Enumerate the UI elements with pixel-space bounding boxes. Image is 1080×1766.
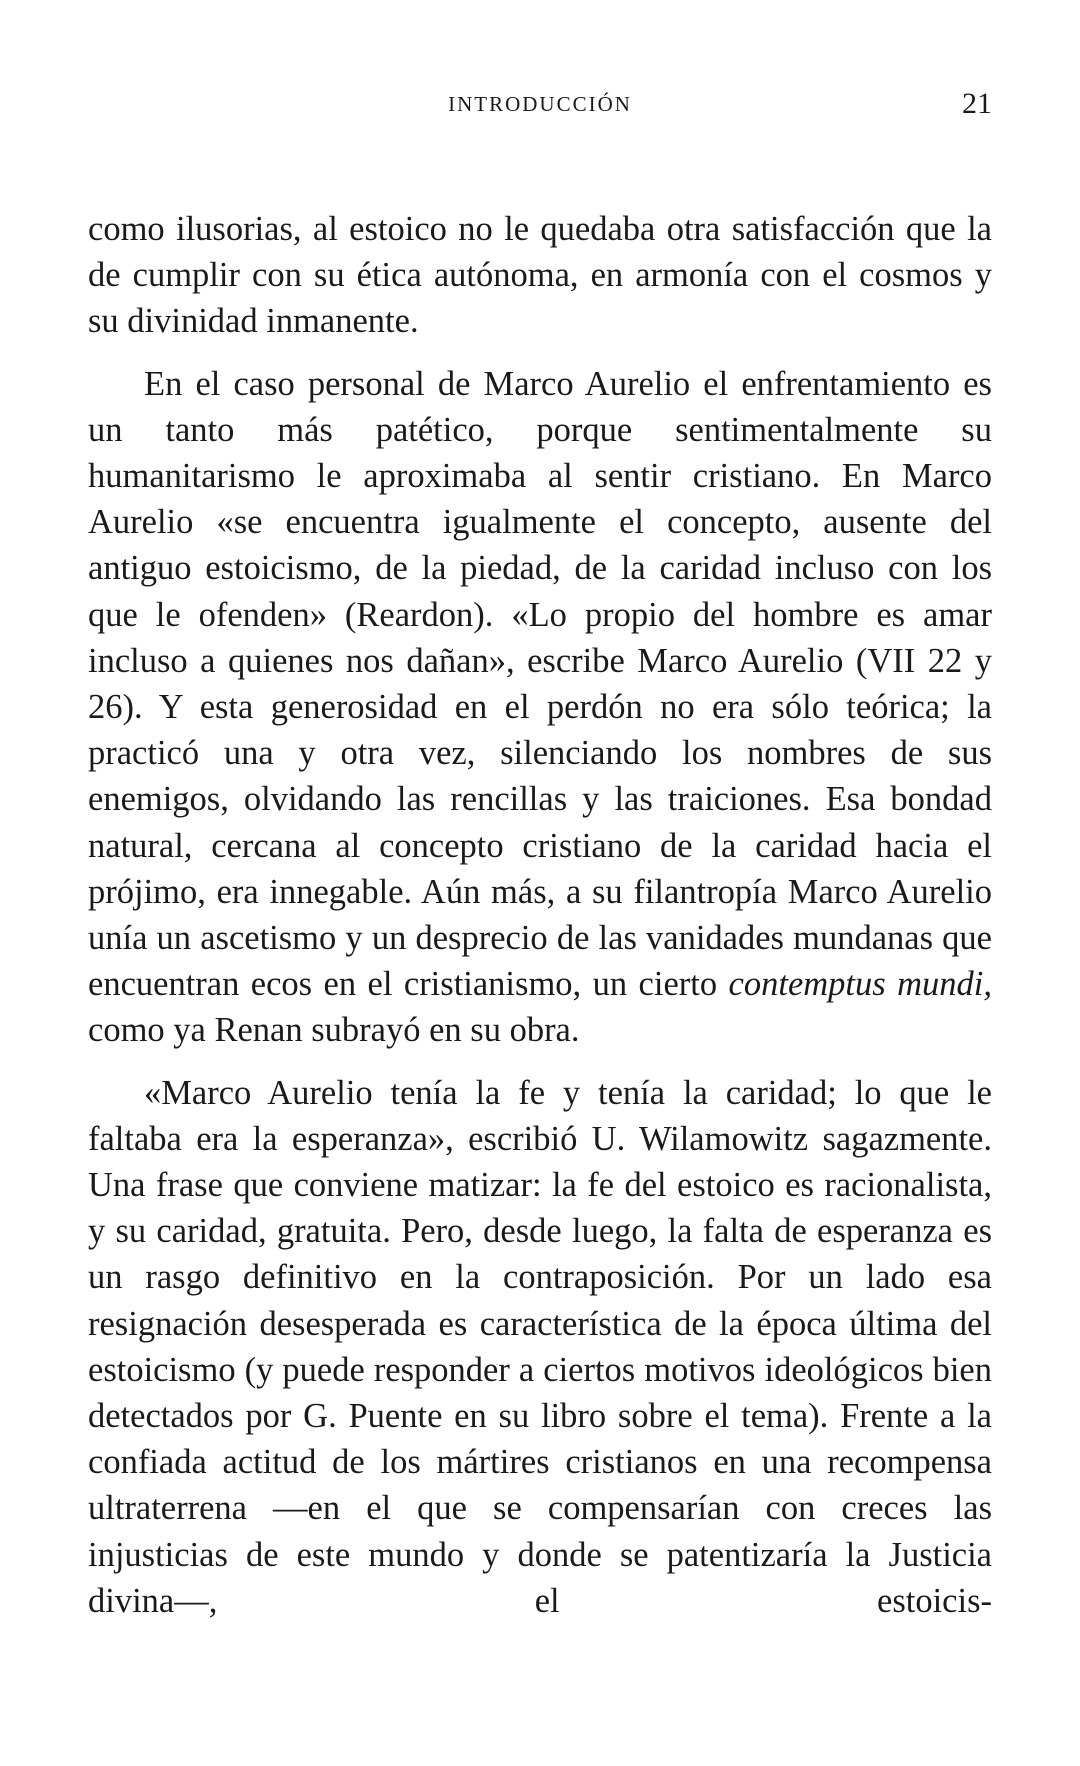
paragraph-2-text-b: como ya Renan subrayó en su obra. [88, 1011, 580, 1050]
running-head: INTRODUCCIÓN [448, 92, 632, 116]
paragraph-3-text: «Marco Aurelio tenía la fe y tenía la caridad; lo que le faltaba era la esperanza», escribió U. Wilamowitz sagazmente. Una frase que conviene matizar: la fe del estoico es racionalista, y su caridad, gratuita. Pero, desde luego, la falta de esperanza es un rasgo definitivo en la contraposición. Por un lado esa resignación desesperada es característica de la época última del estoicismo (y puede responder a ciertos motivos ideológicos bien detectados por G. Puente en su libro sobre el tema). Frente a la confiada actitud de los mártires cristianos en una recompensa ultraterrena —en el que se compensarían con creces las injusticias de este mundo y donde se patentizaría la Justicia divina—, el estoicis- [88, 1073, 992, 1620]
paragraph-3 [88, 1070, 992, 1624]
paragraph-2-text-a: En el caso personal de Marco Aurelio el enfrentamiento es un tanto más patético, porque sentimentalmente su humanitarismo le aproximaba al sentir cristiano. En Marco Aurelio «se encuentra igualmente el concepto, ausente del antiguo estoicismo, de la piedad, de la caridad incluso con los que le ofenden» (Reardon). «Lo propio del hombre es amar incluso a quienes nos dañan», escribe Marco Aurelio (VII 22 y 26). Y esta generosidad en el perdón no era sólo teórica; la practicó una y otra vez, silenciando los nombres de sus enemigos, olvidando las rencillas y las traiciones. Esa bondad natural, cercana al concepto cristiano de la caridad hacia el prójimo, era innegable. Aún más, a su filantropía Marco Aurelio unía un ascetismo y un desprecio de las vanidades mundanas que encuentran ecos en el cristianismo, un cierto [88, 364, 992, 1004]
body-text [88, 206, 992, 1624]
paragraph-1-text: como ilusorias, al estoico no le quedaba otra satisfacción que la de cumplir con su ética autónoma, en armonía con el cosmos y su divinidad inmanente. [88, 210, 992, 341]
italic-latin-phrase: contemptus mundi, [728, 965, 993, 1004]
paragraph-continued [88, 206, 992, 345]
paragraph-2 [88, 361, 992, 1054]
page-header [88, 84, 992, 124]
page-number: 21 [962, 87, 992, 120]
